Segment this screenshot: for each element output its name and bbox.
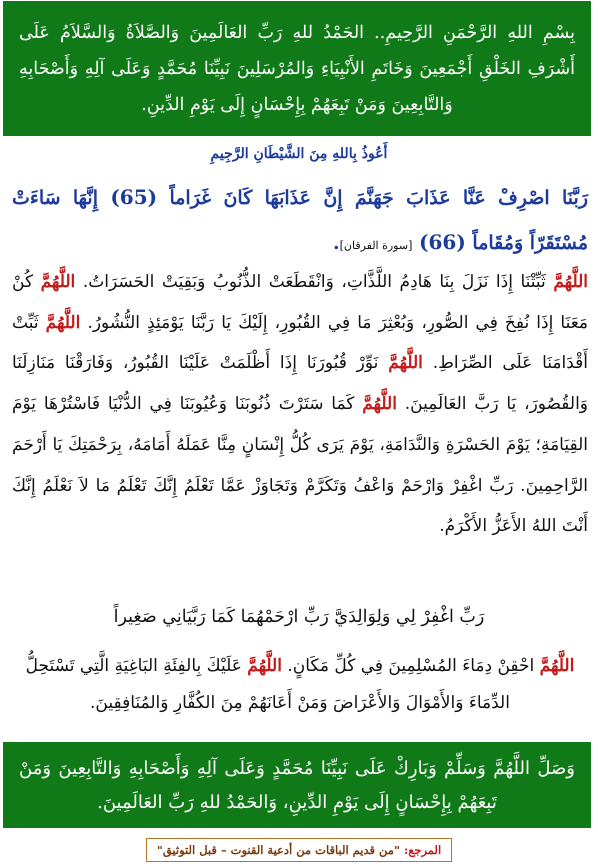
supplication-3: ثَبِّتْ أَقْدَامَنَا عَلَى الصِّرَاطِ. bbox=[12, 312, 589, 374]
surah-reference: [سورة الفرقان] bbox=[339, 239, 413, 252]
verse-number-65: (65) bbox=[110, 185, 158, 209]
supplication-4: نَوِّرْ قُبُورَنَا إِذَا أَظْلَمَتْ عَلَيْنَا القُبُورُ، وَفَارَقْنَا مَنَازِلَنَا وَالقُصُورَ، يَا رَبَّ العَالَمِينَ. bbox=[12, 353, 589, 415]
allahumma-1: اللَّهُمَّ bbox=[553, 272, 589, 292]
verse-end: . bbox=[332, 232, 340, 254]
supplication-6: احْقِنْ دِمَاءَ المُسْلِمِينَ فِي كُلِّ مَكَانٍ. bbox=[287, 656, 535, 676]
allahumma-7: اللَّهُمَّ bbox=[247, 656, 282, 676]
allahumma-3: اللَّهُمَّ bbox=[45, 312, 81, 333]
closing-banner bbox=[3, 742, 591, 828]
opening-text: بِسْمِ اللهِ الرَّحْمَنِ الرَّحِيمِ.. الحَمْدُ للهِ رَبِّ العَالَمِينَ وَالصَّلاَةُ وَالسَّلاَمُ عَلَى أَشْرَفِ الخَلْقِ أَجْمَعِينَ وَخَاتَمِ الأَنْبِيَاءِ وَالمُرْسَلِينَ نَبِيِّنَا مُحَمَّدٍ وَعَلَى آلِهِ وَأَصْحَابِهِ وَالتَّابِعِينَ وَمَنْ تَبِعَهُمْ بِإِحْسَانٍ إِلَى يَوْمِ الدِّينِ. bbox=[19, 23, 575, 115]
parents-supplication: رَبِّ اغْفِرْ لِي وَلِوَالِدَيَّ رَبِّ ارْحَمْهُمَا كَمَا رَبَّيَانِي صَغِيراً bbox=[113, 607, 485, 627]
supplication-2: كُنْ مَعَنَا إِذَا نُفِخَ فِي الصُّورِ، وَبُعْثِرَ مَا فِي القُبُورِ، إِلَيْكَ يَا رَبَّنَا يَوْمَئِذٍ النُّشُورُ. bbox=[12, 272, 589, 333]
allahumma-5: اللَّهُمَّ bbox=[362, 394, 397, 415]
muslims-supplication bbox=[12, 648, 588, 722]
supplication-5: كَمَا سَتَرْتَ ذُنُوبَنَا وَعُيُوبَنَا فِي الدُّنْيَا فَاسْتُرْهَا يَوْمَ القِيَامَةِ؛ يَوْمَ الحَسْرَةِ وَالنَّدَامَةِ، يَوْمَ يَرَى كُلُّ إِنْسَانٍ مِنَّا عَمَلَهُ أَمَامَهُ، بِرَحْمَتِكَ يَا أَرْحَمَ الرَّاحِمِينَ. رَبِّ اغْفِرْ وَارْحَمْ وَاعْفُ وَتَكَرَّمْ وَتَجَاوَزْ عَمَّا تَعْلَمُ إِنَّكَ تَعْلَمُ مَا لاَ نَعْلَمُ إِنَّكَ أَنْتَ اللهُ الأَعَزُّ الأَكْرَمُ. bbox=[12, 394, 588, 537]
opening-banner bbox=[3, 1, 591, 136]
allahumma-4: اللَّهُمَّ bbox=[388, 353, 423, 374]
reference-text: "من قديم الباقات من أدعية القنوت – قبل التوثيق" bbox=[156, 843, 400, 857]
allahumma-6: اللَّهُمَّ bbox=[539, 656, 575, 676]
verse-text-1: رَبَّنَا اصْرِفْ عَنَّا عَذَابَ جَهَنَّمَ إِنَّ عَذَابَهَا كَانَ غَرَاماً bbox=[169, 187, 588, 209]
taawwudh-line: أَعُوذُ بِاللهِ مِنَ الشَّيْطَانِ الرَّجِيمِ bbox=[210, 146, 388, 162]
verse-text-2: إِنَّهَا سَاءَتْ مُسْتَقَرّاً وَمُقَاماً bbox=[12, 187, 588, 254]
supplication-7: عَلَيْكَ بِالفِئَةِ البَاغِيَةِ الَّتِي تَسْتَحِلُّ الدِّمَاءَ وَالأَمْوَالَ وَالأَعْرَاضَ وَمَنْ أَعَانَهُمْ مِنَ الكُفَّارِ وَالمُنَافِقِينَ. bbox=[25, 656, 510, 713]
closing-text: وَصَلِّ اللَّهُمَّ وَسَلِّمْ وَبَارِكْ عَلَى نَبِيِّنَا مُحَمَّدٍ وَعَلَى آلِهِ وَأَصْحَابِهِ وَالتَّابِعِينَ وَمَنْ تَبِعَهُمْ بِإِحْسَانٍ إِلَى يَوْمِ الدِّينِ، وَالحَمْدُ للهِ رَبِّ العَالَمِينَ. bbox=[19, 758, 575, 813]
allahumma-2: اللَّهُمَّ bbox=[40, 272, 76, 292]
verse-number-66: (66) bbox=[419, 230, 466, 254]
supplication-paragraph bbox=[12, 262, 588, 547]
quran-verse bbox=[12, 175, 588, 268]
reference-label: المرجع: bbox=[403, 843, 442, 857]
source-reference bbox=[146, 838, 452, 862]
supplication-1: ثَبِّتْنَا إِذَا نَزَلَ بِنَا هَادِمُ اللَّذَّاتِ، وَانْقَطَعَتْ الذُّنُوبُ وَبَقِيَتْ الحَسَرَاتُ. bbox=[82, 272, 546, 292]
